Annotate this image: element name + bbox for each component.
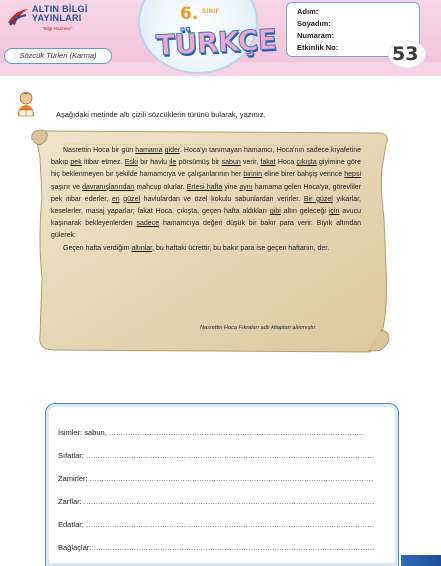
passage-text-run: itibar etmez. <box>81 159 125 167</box>
publisher-name <box>32 5 88 23</box>
passage-text-run: havlulardan ve özel kokulu sabunlardan verirler. <box>140 195 304 203</box>
reading-child-icon <box>14 90 38 120</box>
underlined-word: Eski <box>124 159 138 167</box>
underlined-word: Ertesi hafta <box>186 183 223 191</box>
answer-dotted-line[interactable]: ...................................................................................................................... <box>93 543 375 552</box>
answer-dotted-line[interactable]: ........................................................................................................... <box>108 428 364 437</box>
answer-row[interactable] <box>58 428 378 437</box>
answer-row[interactable] <box>58 451 378 460</box>
answer-dotted-line[interactable]: ....................................................................................................................... <box>89 474 374 483</box>
passage-text-run: yıkarlar, keselerler, masaj yaparlar; fakat Hoca, çıkışta, geçen hafta aldıkları <box>51 195 361 216</box>
answer-row[interactable] <box>58 543 378 552</box>
passage-source: Nasrettin Hoca Fıkraları adlı kitaptan alınmıştır. <box>200 325 317 331</box>
answer-label: Bağlaçlar: <box>58 543 92 552</box>
passage-text-run: eline birer bahşiş verince <box>262 171 345 179</box>
answer-label: Sıfatlar: <box>58 451 84 460</box>
passage-text-run: giyimine göre hiç beklenmeyen bir şekilde hamamcıya ve çalışanlarının her <box>51 159 361 179</box>
passage-text-run: yine <box>222 183 240 191</box>
underlined-word: fakat <box>260 159 276 167</box>
underlined-word: hepsi <box>344 171 361 179</box>
passage-text-run: verir, <box>240 159 261 167</box>
answer-dotted-line[interactable]: ......................................................................................................................... <box>85 520 375 529</box>
underlined-word: davranışlarından <box>82 183 135 191</box>
instruction-text: Aşağıdaki metinde altı çizili sözcüklerin türünü bularak, yazınız. <box>56 110 266 119</box>
page-number: 53 <box>392 43 419 65</box>
course-title: TÜRKÇE <box>155 22 278 63</box>
passage-text-run: avucu kaşınarak bekleyenlerden <box>51 208 361 228</box>
underlined-word: pek <box>70 159 82 167</box>
underlined-word: birinin <box>243 171 263 179</box>
answer-row[interactable] <box>58 520 378 529</box>
answer-dotted-line[interactable]: .......................................................................................................................... <box>83 497 375 506</box>
passage-text-run: Hoca <box>275 159 297 167</box>
passage-text-run: hamama gelen Hoca'ya, görevliler pek itibar ederler, <box>51 183 361 203</box>
activity-label: Etkinlik No: <box>297 43 339 52</box>
number-label: Numaram: <box>297 31 335 40</box>
underlined-word: hamama <box>135 147 163 154</box>
passage-text-run: şaşırır ve <box>51 183 83 191</box>
passage-text-run: Geçen hafta verdiğim <box>63 244 132 252</box>
passage-text-run: bir havlu <box>137 159 170 167</box>
passage-text-run: Nasrettin Hoca bir gün <box>63 147 136 154</box>
passage-text-run: pörsümüş bir <box>176 159 222 167</box>
topic-subtitle: Sözcük Türleri (Karma) <box>4 48 112 64</box>
passage-text-run: . Hoca'yı tanımayan hamamcı, Hoca'nın sadece kıyafetine bakıp <box>51 147 361 167</box>
underlined-word: gider <box>164 147 180 154</box>
publisher-line1: ALTIN BİLGİ <box>32 4 88 14</box>
passage-text-run: hamamcıya değeri düşük bir bakır para verir. Bıyık altından gülerek: <box>51 220 361 240</box>
underlined-word: sadece <box>136 220 160 228</box>
answer-dotted-line[interactable]: ......................................................................................................................... <box>85 451 375 460</box>
publisher-slogan: "Bilgi Hazinesi" <box>42 26 73 31</box>
pen-decoration <box>401 555 441 566</box>
grade-number: 6. <box>180 4 199 24</box>
answer-label: Zamirler: <box>58 474 88 483</box>
publisher-line2: YAYINLARI <box>32 13 82 23</box>
passage-text-run: , bu haftaki ücrettir, bu bakır para ise geçen haftanın, der. <box>152 244 330 252</box>
underlined-word: çıkışta <box>296 159 317 167</box>
swoosh-icon <box>6 7 30 27</box>
underlined-word: Bir güzel <box>303 195 333 203</box>
surname-label: Soyadım: <box>297 19 331 28</box>
underlined-word: gibi <box>269 208 281 216</box>
answer-row[interactable] <box>58 497 378 506</box>
grade-word: SINIF <box>202 9 220 15</box>
answer-label: Zarflar: <box>58 497 82 506</box>
answer-value[interactable]: sabun, <box>82 428 109 437</box>
answer-row[interactable] <box>58 474 378 483</box>
passage-text-run: altın geleceği <box>280 208 329 216</box>
underlined-word: aynı <box>239 183 253 191</box>
underlined-word: en <box>111 195 120 203</box>
underlined-word: ile <box>169 159 177 167</box>
publisher-logo <box>6 5 106 33</box>
name-label: Adım: <box>297 7 319 16</box>
passage-paragraph-1 <box>51 145 361 243</box>
underlined-word: için <box>328 208 340 216</box>
passage <box>51 145 361 255</box>
underlined-word: altınlar <box>131 244 153 252</box>
underlined-word: güzel <box>123 195 141 203</box>
passage-paragraph-2 <box>51 243 361 255</box>
answer-label: İsimler: <box>58 428 83 437</box>
underlined-word: sabun <box>221 159 241 167</box>
answer-label: Edatlar: <box>58 520 84 529</box>
passage-text-run: mahcup olurlar. <box>134 183 187 191</box>
